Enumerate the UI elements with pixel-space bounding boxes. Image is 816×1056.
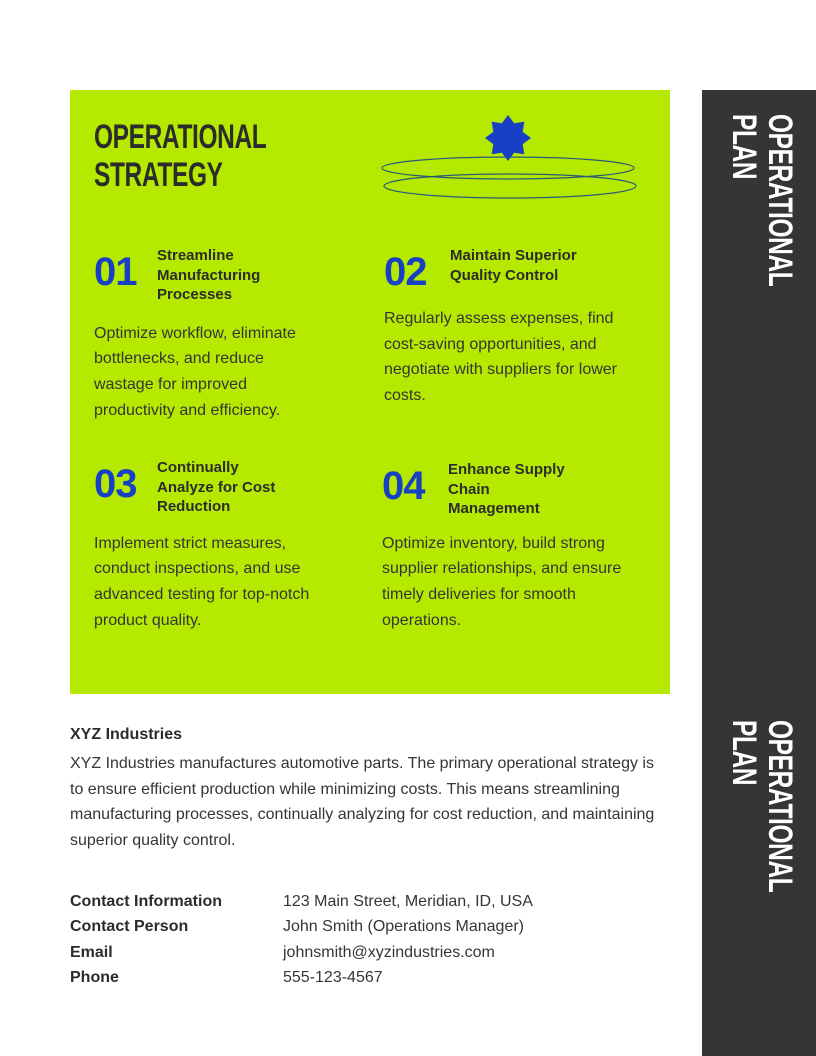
sidebar-band — [702, 90, 816, 1056]
contact-row-info — [70, 889, 630, 914]
item-title: Continually Analyze for Cost Reduction — [157, 459, 276, 515]
strategy-item-01 — [94, 246, 354, 423]
item-number: 03 — [94, 462, 137, 506]
star-orbit-icon — [380, 112, 640, 202]
item-title: Maintain Superior Quality Control — [450, 247, 577, 284]
contact-value: 555-123-4567 — [283, 969, 383, 987]
contact-row-email — [70, 940, 630, 965]
item-description: Implement strict measures, conduct inspections, and use advanced testing for top-notch product quality. — [94, 534, 310, 629]
item-number: 02 — [384, 250, 427, 294]
item-description: Optimize inventory, build strong supplier relationships, and ensure timely deliveries for smooth operations. — [382, 534, 622, 629]
contact-label: Contact Person — [70, 918, 189, 936]
strategy-item-04 — [382, 460, 642, 633]
sidebar-label-top: OPERATIONAL PLAN — [725, 114, 799, 287]
company-section — [70, 725, 660, 854]
panel-title: OPERATIONAL STRATEGY — [94, 118, 267, 194]
strategy-panel — [70, 90, 670, 694]
item-number: 01 — [94, 250, 137, 294]
item-description: Regularly assess expenses, find cost-saving opportunities, and negotiate with suppliers for lower costs. — [384, 310, 618, 405]
company-description: XYZ Industries manufactures automotive parts. The primary operational strategy is to ensure efficient production while minimizing costs. This means streamlining manufacturing processes, continually analyzing for cost reduction, and maintaining superior quality control. — [70, 755, 655, 850]
sidebar-label-bottom: OPERATIONAL PLAN — [725, 720, 799, 893]
contact-label: Phone — [70, 969, 119, 987]
contact-row-person — [70, 914, 630, 939]
item-title: Enhance Supply Chain Management — [448, 461, 565, 517]
company-name: XYZ Industries — [70, 726, 183, 743]
email-link[interactable]: johnsmith@xyzindustries.com — [283, 943, 495, 961]
contact-value: 123 Main Street, Meridian, ID, USA — [283, 893, 533, 910]
contact-label: Email — [70, 943, 113, 961]
contact-row-phone — [70, 965, 630, 990]
contact-table — [70, 889, 630, 991]
strategy-item-03 — [94, 458, 354, 633]
item-number: 04 — [382, 464, 425, 508]
strategy-item-02 — [384, 246, 644, 409]
contact-label: Contact Information — [70, 893, 222, 910]
item-title: Streamline Manufacturing Processes — [157, 247, 261, 303]
contact-value: John Smith (Operations Manager) — [283, 918, 524, 936]
item-description: Optimize workflow, eliminate bottlenecks, and reduce wastage for improved productivity and efficiency. — [94, 324, 296, 419]
